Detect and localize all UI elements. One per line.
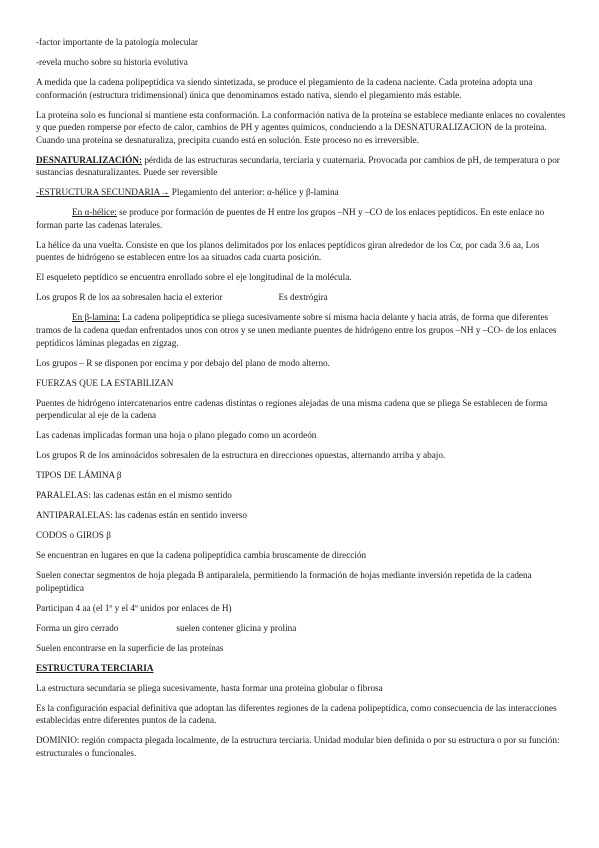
paragraph: Las cadenas implicadas forman una hoja o plano plegado como un acordeón [36,430,317,441]
paragraph-text: se produce por formación de puentes de H entre los grupos –NH y –CO de los enlaces peptídicos. En este enlace no forman parte las cadenas laterales. [36,207,545,230]
heading-alfa-helice: En α-hélice: [72,207,117,218]
indent-rule [36,207,72,217]
heading-estructura-terciaria: ESTRUCTURA TERCIARIA [36,662,154,673]
paragraph: La proteína solo es funcional si mantiene esta conformación. La conformación nativa de la proteína se establece mediante enlaces no covalentes y que pueden romperse por efecto de calor, cambios de PH y agentes químicos, conduciendo a la DESNATURALIZACION de la proteína. Cuando una proteína se desnaturaliza, precipita cuando está en solución. Este proceso no es irreversible. [36,109,566,145]
heading-desnaturalizacion: DESNATURALIZACIÓN: [36,154,143,165]
paragraph: Suelen conectar segmentos de hoja plegada B antiparalela, permitiendo la formación de hojas mediante inversión repetida de la cadena polipeptídica [36,570,532,593]
paragraph [36,291,567,304]
paragraph [36,154,567,179]
heading-beta-lamina: En β-lamina: [72,312,120,323]
paragraph-text: Es dextrógira [278,292,328,303]
paragraph [36,622,567,635]
paragraph [36,311,567,349]
paragraph: Suelen encontrarse en la superficie de las proteínas [36,642,224,653]
paragraph-text: suelen contener glicina y prolina [176,622,297,633]
section-heading: FUERZAS QUE LA ESTABILIZAN [36,377,174,388]
paragraph: Puentes de hidrógeno intercatenarios entre cadenas distintas o regiones alejadas de una misma cadena que se pliega Se establecen de forma perpendicular al eje de la cadena [36,397,548,421]
paragraph: Los grupos – R se disponen por encima y por debajo del plano de modo alterno. [36,357,330,368]
paragraph: Participan 4 aa (el 1º y el 4º unidos por enlaces de H) [36,602,232,613]
paragraph: Los grupos R de los aminoácidos sobresalen de la estructura en direcciones opuestas, alternando arriba y abajo. [36,450,446,461]
paragraph: El esqueleto peptídico se encuentra enrollado sobre el eje longitudinal de la molécula. [36,272,352,283]
paragraph: DOMINIO: región compacta plegada localmente, de la estructura terciaria. Unidad modular bien definida o por su estructura o por su función: estructurales o funcionales. [36,735,560,758]
heading-estructura-secundaria: -ESTRUCTURA SECUNDARIA→ [36,187,170,198]
paragraph-text: Forma un giro cerrado [36,622,119,633]
paragraph-text: pérdida de las estructuras secundaria, terciaria y cuaternaria. Provocada por cambios de pH, de temperatura o por sustancias desnaturalizantes. Puede ser reversible [36,154,560,178]
indent-rule [36,312,72,322]
paragraph: Se encuentran en lugares en que la cadena polipeptídica cambia bruscamente de dirección [36,550,367,561]
paragraph [36,206,567,231]
paragraph-text: Los grupos R de los aa sobresalen hacia el exterior [36,292,223,303]
paragraph [36,662,567,675]
paragraph: La hélice da una vuelta. Consiste en que los planos delimitados por los enlaces peptídicos giran alrededor de los Cα, por cada 3.6 aa, Los puentes de hidrógeno se establecen entre los aa situados cada cuarta posición. [36,239,540,263]
paragraph: A medida que la cadena polipeptídica va siendo sintetizada, se produce el plegamiento de la cadena naciente. Cada proteína adopta una conformación (estructura tridimensional) única que denominamos estado nativa, siendo el plegamiento más estable. [36,76,533,100]
section-heading: TIPOS DE LÁMINA β [36,470,122,481]
paragraph-text: Plegamiento del anterior: α-hélice y β-lamina [169,187,339,198]
bullet-line: -revela mucho sobre su historia evolutiva [36,56,188,67]
paragraph: Es la configuración espacial definitiva que adoptan las diferentes regiones de la cadena polipeptídica, como consecuencia de las interacciones establecidas entre diferentes puntos de la cadena. [36,702,557,726]
paragraph [36,186,567,199]
paragraph: ANTIPARALELAS: las cadenas están en sentido inverso [36,510,247,521]
paragraph: PARALELAS: las cadenas están en el mismo sentido [36,490,232,501]
paragraph: La estructura secundaria se pliega sucesivamente, hasta formar una proteína globular o fibrosa [36,682,383,693]
bullet-line: -factor importante de la patología molecular [36,37,198,47]
section-heading: CODOS o GIROS β [36,530,111,541]
paragraph-text: La cadena polipeptídica se pliega sucesivamente sobre sí misma hacia delante y hacia atrás, de forma que diferentes tramos de la cadena quedan enfrentados unos con otros y se unen mediante puentes de hidrógeno entre los grupos –NH y –CO- de los enlaces peptídicos láminas plegadas en zigzag. [36,312,557,348]
